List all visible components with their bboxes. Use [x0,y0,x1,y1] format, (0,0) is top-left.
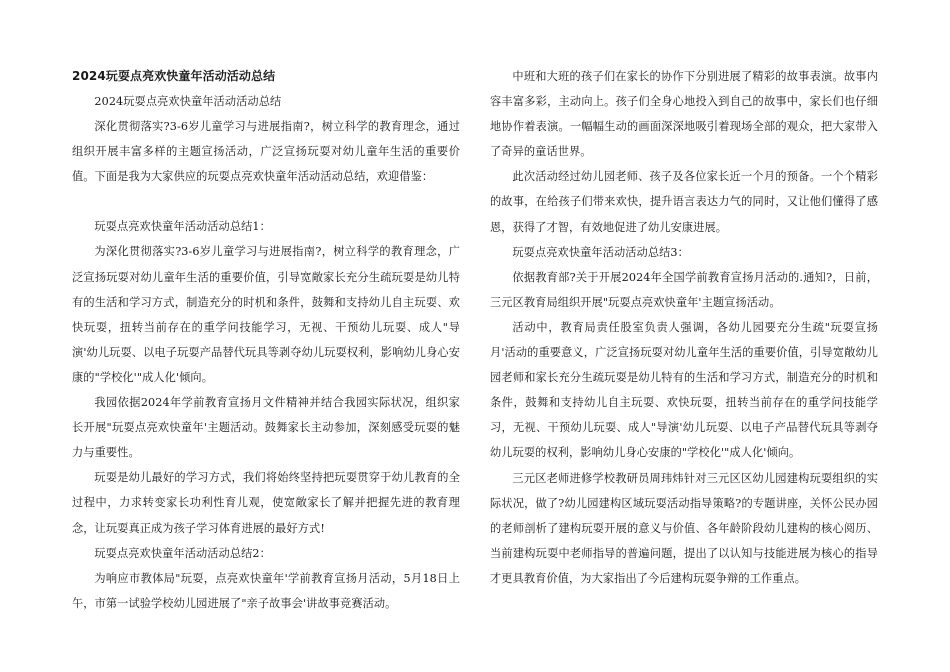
body-paragraph: 三元区老师进修学校教研员周玮炜针对三元区区幼儿园建构玩耍组织的实际状况，做了?幼儿园建构区域玩耍活动指导策略?的专题讲座，关怀公民办园的老师剖析了建构玩耍开展的意义与价值、各年龄阶段幼儿建构的核心阅历、当前建构玩耍中老师指导的普遍问题，提出了以认知与技能进展为核心的指导才更具教育价值，为大家指出了今后建构玩耍争辩的工作重点。 [490,471,878,585]
section-heading-1: 玩耍点亮欢快童年活动活动总结1： [94,220,271,234]
right-column [490,64,878,591]
section-heading-2: 玩耍点亮欢快童年活动活动总结2： [94,546,271,560]
body-paragraph: 活动中，教育局责任股室负责人强调，各幼儿园要充分生疏"玩耍宣扬月'活动的重要意义，广泛宣扬玩耍对幼儿童年生活的重要价值，引导宽敞幼儿园老师和家长充分生疏玩耍是幼儿特有的生活和学习方式，制造充分的时机和条件，鼓舞和支持幼儿自主玩耍、欢快玩耍，扭转当前存在的重学问技能学习，无视、干预幼儿玩耍、成人"导演'幼儿玩耍、以电子产品替代玩具等剥夺幼儿玩耍的权利，影响幼儿身心安康的"学校化'"成人化'倾向。 [490,320,878,460]
body-paragraph: 中班和大班的孩子们在家长的协作下分别进展了精彩的故事表演。故事内容丰富多彩，主动向上。孩子们全身心地投入到自己的故事中，家长们也仔细地协作着表演。一幅幅生动的画面深深地吸引着现场全部的观众，把大家带入了奇异的童话世界。 [490,70,878,159]
left-column [72,64,460,616]
body-paragraph: 此次活动经过幼儿园老师、孩子及各位家长近一个月的预备。一个个精彩的故事，在给孩子们带来欢快，提升语言表达力气的同时，又让他们懂得了感恩，获得了才智，有效地促进了幼儿安康进展。 [490,170,878,234]
body-paragraph: 为深化贯彻落实?3-6岁儿童学习与进展指南?，树立科学的教育理念，广泛宣扬玩耍对幼儿童年生活的重要价值，引导宽敞家长充分生疏玩耍是幼儿特有的生活和学习方式，制造充分的时机和条件，鼓舞和支持幼儿自主玩耍、欢快玩耍，扭转当前存在的重学问技能学习，无视、干预幼儿玩耍、成人"导演'幼儿玩耍、以电子玩耍产品替代玩具等剥夺幼儿玩耍权利，影响幼儿身心安康的"学校化'"成人化'倾向。 [72,245,460,384]
body-paragraph: 玩耍是幼儿最好的学习方式，我们将始终坚持把玩耍贯穿于幼儿教育的全过程中，力求转变家长功利性育儿观，使宽敞家长了解并把握先进的教育理念，让玩耍真正成为孩子学习体育进展的最好方式! [72,471,460,535]
document-title: 2024玩耍点亮欢快童年活动活动总结 [72,69,276,83]
body-paragraph: 依据教育部?关于开展2024年全国学前教育宣扬月活动的.通知?，日前，三元区教育局组织开展"玩耍点亮欢快童年'主题宣扬活动。 [490,270,878,309]
body-paragraph: 我园依据2024年学前教育宣扬月文件精神并结合我园实际状况，组织家长开展"玩耍点亮欢快童年'主题活动。鼓舞家长主动参加，深刻感受玩耍的魅力与重要性。 [72,396,460,460]
body-paragraph: 为响应市教体局"玩耍，点亮欢快童年'学前教育宣扬月活动，5月18日上午，市第一试验学校幼儿园进展了"亲子故事会'讲故事竞赛活动。 [72,571,460,610]
section-heading-3: 玩耍点亮欢快童年活动活动总结3： [512,245,689,259]
intro-paragraph: 深化贯彻落实?3-6岁儿童学习与进展指南?，树立科学的教育理念，通过组织开展丰富多样的主题宣扬活动，广泛宣扬玩耍对幼儿童年生活的重要价值。下面是我为大家供应的玩耍点亮欢快童年活动活动总结，欢迎借鉴： [72,120,460,184]
subtitle-paragraph: 2024玩耍点亮欢快童年活动活动总结 [94,95,282,108]
blank-line [72,189,460,214]
